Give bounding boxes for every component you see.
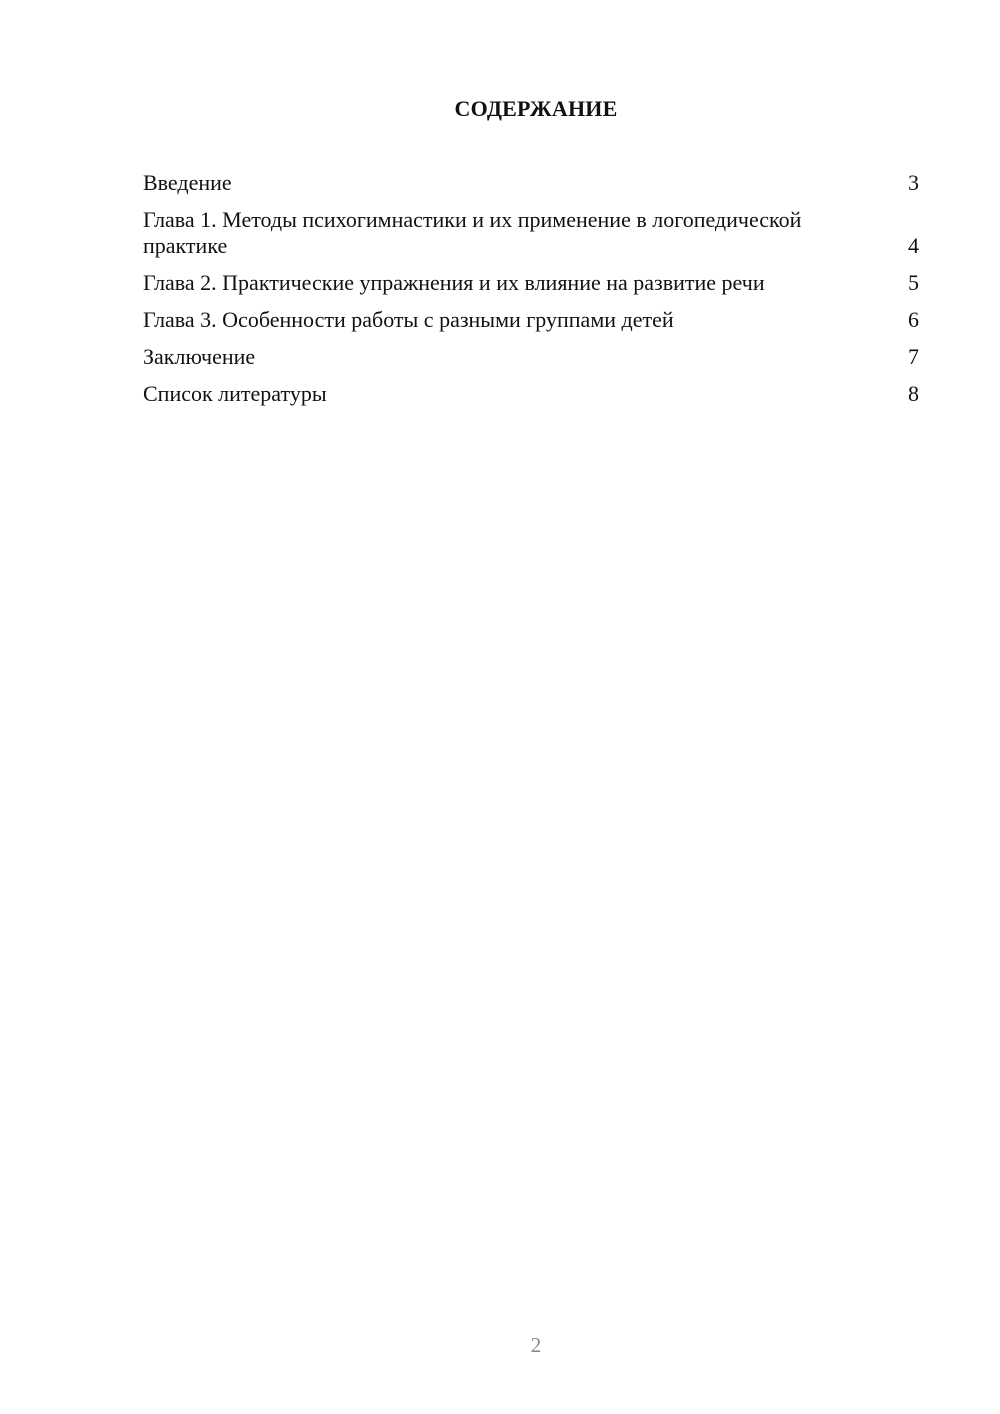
page-number: 2 <box>530 1333 542 1357</box>
toc-entry-label: Введение <box>143 170 232 195</box>
toc-entry-label: Глава 3. Особенности работы с разными группами детей <box>143 307 674 332</box>
toc-entry-page: 4 <box>908 233 919 258</box>
toc-entry-page: 8 <box>908 381 919 406</box>
toc-entry-page: 6 <box>908 307 919 332</box>
toc-title: СОДЕРЖАНИЕ <box>454 96 618 121</box>
toc-entry-label: Глава 1. Методы психогимнастики и их применение в логопедической практике <box>143 207 802 258</box>
toc-entry-introduction[interactable] <box>143 170 919 196</box>
toc-entry-conclusion[interactable] <box>143 344 919 370</box>
toc-entry-chapter-3[interactable] <box>143 307 919 333</box>
toc-entry-label: Список литературы <box>143 381 327 406</box>
toc-entry-label: Заключение <box>143 344 256 369</box>
table-of-contents <box>143 170 919 418</box>
toc-entry-page: 3 <box>908 170 919 195</box>
toc-entry-label: Глава 2. Практические упражнения и их влияние на развитие речи <box>143 270 765 295</box>
toc-entry-chapter-1[interactable] <box>143 207 919 259</box>
toc-entry-chapter-2[interactable] <box>143 270 919 296</box>
toc-entry-references[interactable] <box>143 381 919 407</box>
toc-entry-page: 7 <box>908 344 919 369</box>
toc-entry-page: 5 <box>908 270 919 295</box>
